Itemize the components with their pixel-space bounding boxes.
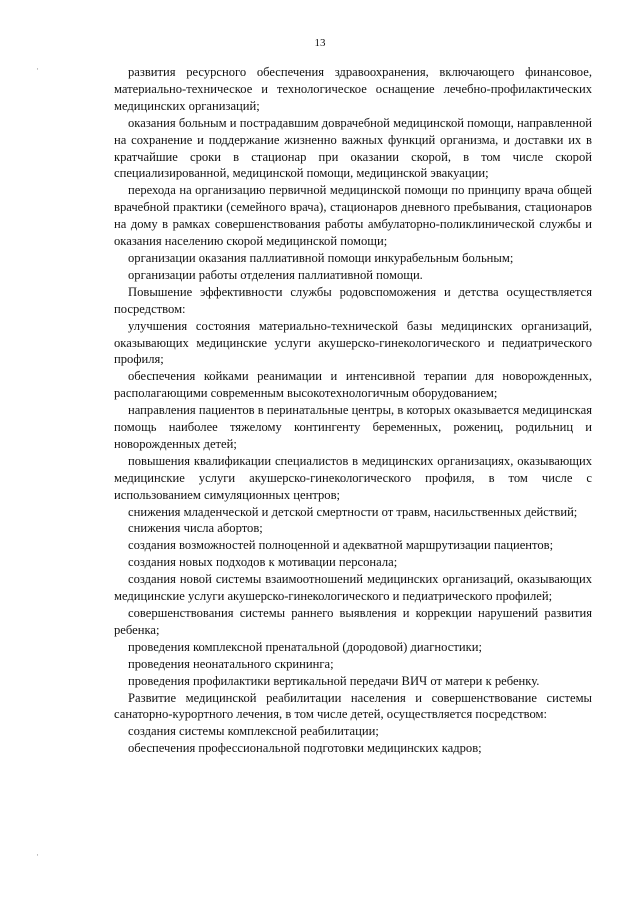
document-body [114, 64, 592, 757]
paragraph: проведения неонатального скрининга; [128, 656, 334, 671]
paragraph: организации работы отделения паллиативной помощи. [128, 267, 423, 282]
paragraph: создания системы комплексной реабилитации; [128, 724, 379, 739]
paragraph: совершенствования системы раннего выявления и коррекции нарушений развития ребенка; [114, 606, 592, 637]
paragraph: Повышение эффективности службы родовспоможения и детства осуществляется посредством: [114, 284, 592, 316]
paragraph: проведения комплексной пренатальной (дородовой) диагностики; [128, 639, 482, 654]
paragraph: организации оказания паллиативной помощи инкурабельным больным; [128, 250, 514, 265]
paragraph: обеспечения профессиональной подготовки медицинских кадров; [128, 741, 482, 756]
margin-tick-mark: · [36, 850, 39, 860]
page-number: 13 [314, 37, 326, 49]
paragraph: создания возможностей полноценной и адекватной маршрутизации пациентов; [128, 538, 554, 553]
paragraph: развития ресурсного обеспечения здравоохранения, включающего финансовое, материально-техническое и технологическое оснащение лечебно-профилактических медицинских организаций; [114, 65, 592, 113]
paragraph: Развитие медицинской реабилитации населения и совершенствование системы санаторно-курортного лечения, в том числе детей, осуществляется посредством: [114, 690, 592, 722]
paragraph: проведения профилактики вертикальной передачи ВИЧ от матери к ребенку. [128, 673, 540, 688]
paragraph: оказания больным и пострадавшим доврачебной медицинской помощи, направленной на сохранение и поддержание жизненно важных функций организма, и доставки их в кратчайшие сроки в стационар при оказании скорой, в том числе скорой специализированной, медицинской помощи, медицинской эвакуации; [114, 115, 592, 181]
paragraph: направления пациентов в перинатальные центры, в которых оказывается медицинская помощь наиболее тяжелому контингенту беременных, рожениц, родильниц и новорожденных детей; [114, 403, 592, 451]
paragraph: снижения младенческой и детской смертности от травм, насильственных действий; [128, 504, 578, 519]
paragraph: создания новых подходов к мотивации персонала; [128, 555, 398, 570]
paragraph: создания новой системы взаимоотношений медицинских организаций, оказывающих медицинские услуги акушерско-гинекологического и педиатрического профилей; [114, 572, 592, 604]
paragraph: улучшения состояния материально-технической базы медицинских организаций, оказывающих медицинские услуги акушерско-гинекологического и педиатрического профиля; [114, 318, 592, 367]
paragraph: перехода на организацию первичной медицинской помощи по принципу врача общей врачебной практики (семейного врача), стационаров дневного пребывания, стационаров на дому в рамках совершенствования работы амбулаторно-поликлинической службы и оказания населению скорой медицинской помощи; [114, 183, 592, 249]
paragraph: повышения квалификации специалистов в медицинских организациях, оказывающих медицинские услуги акушерско-гинекологического профиля, в том числе с использованием симуляционных центров; [114, 453, 592, 502]
margin-tick-mark: · [36, 64, 39, 74]
paragraph: снижения числа абортов; [128, 521, 263, 536]
paragraph: обеспечения койками реанимации и интенсивной терапии для новорожденных, располагающими современным высокотехнологичным оборудованием; [114, 369, 592, 401]
